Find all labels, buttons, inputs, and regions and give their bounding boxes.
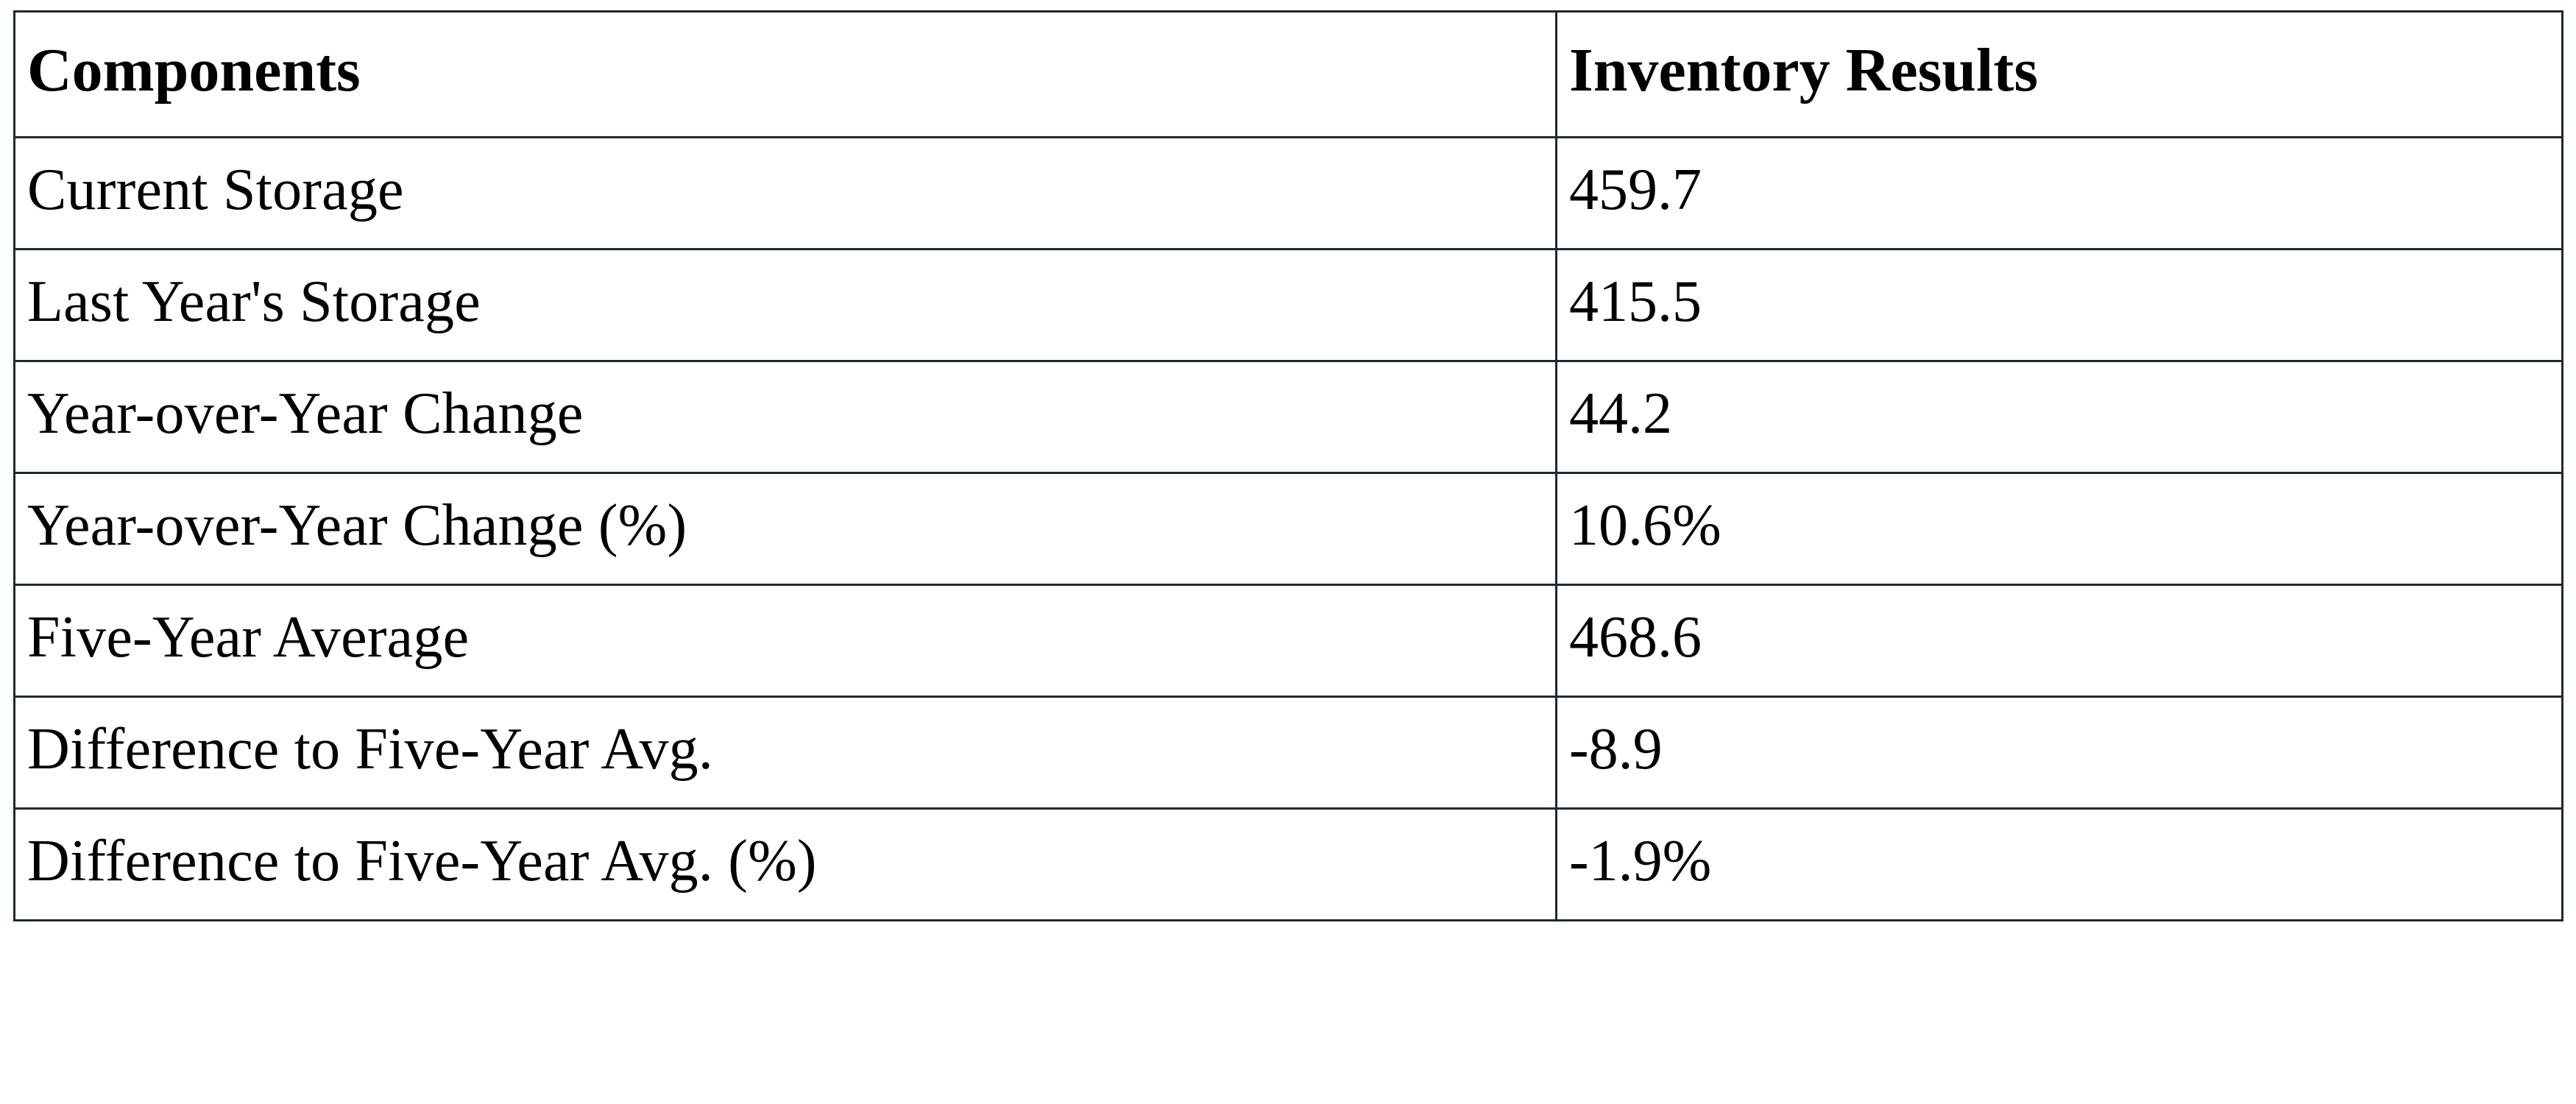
cell-result: 468.6 <box>1557 585 2563 697</box>
cell-component: Difference to Five-Year Avg. (%) <box>15 809 1557 921</box>
table-header <box>15 12 2563 138</box>
cell-component: Five-Year Average <box>15 585 1557 697</box>
table-row <box>15 809 2563 921</box>
table-row <box>15 473 2563 585</box>
table-body <box>15 138 2563 921</box>
table-row <box>15 361 2563 473</box>
cell-component: Last Year's Storage <box>15 250 1557 361</box>
cell-result: 44.2 <box>1557 361 2563 473</box>
table-row <box>15 585 2563 697</box>
cell-result: 415.5 <box>1557 250 2563 361</box>
inventory-results-table <box>13 10 2563 921</box>
cell-result: 459.7 <box>1557 138 2563 250</box>
cell-component: Difference to Five-Year Avg. <box>15 697 1557 809</box>
table-header-row <box>15 12 2563 138</box>
cell-result: -8.9 <box>1557 697 2563 809</box>
cell-result: 10.6% <box>1557 473 2563 585</box>
cell-component: Year-over-Year Change <box>15 361 1557 473</box>
column-header-inventory-results: Inventory Results <box>1557 12 2563 138</box>
cell-component: Year-over-Year Change (%) <box>15 473 1557 585</box>
table-row <box>15 250 2563 361</box>
table-row <box>15 697 2563 809</box>
cell-component: Current Storage <box>15 138 1557 250</box>
table-row <box>15 138 2563 250</box>
cell-result: -1.9% <box>1557 809 2563 921</box>
column-header-components: Components <box>15 12 1557 138</box>
